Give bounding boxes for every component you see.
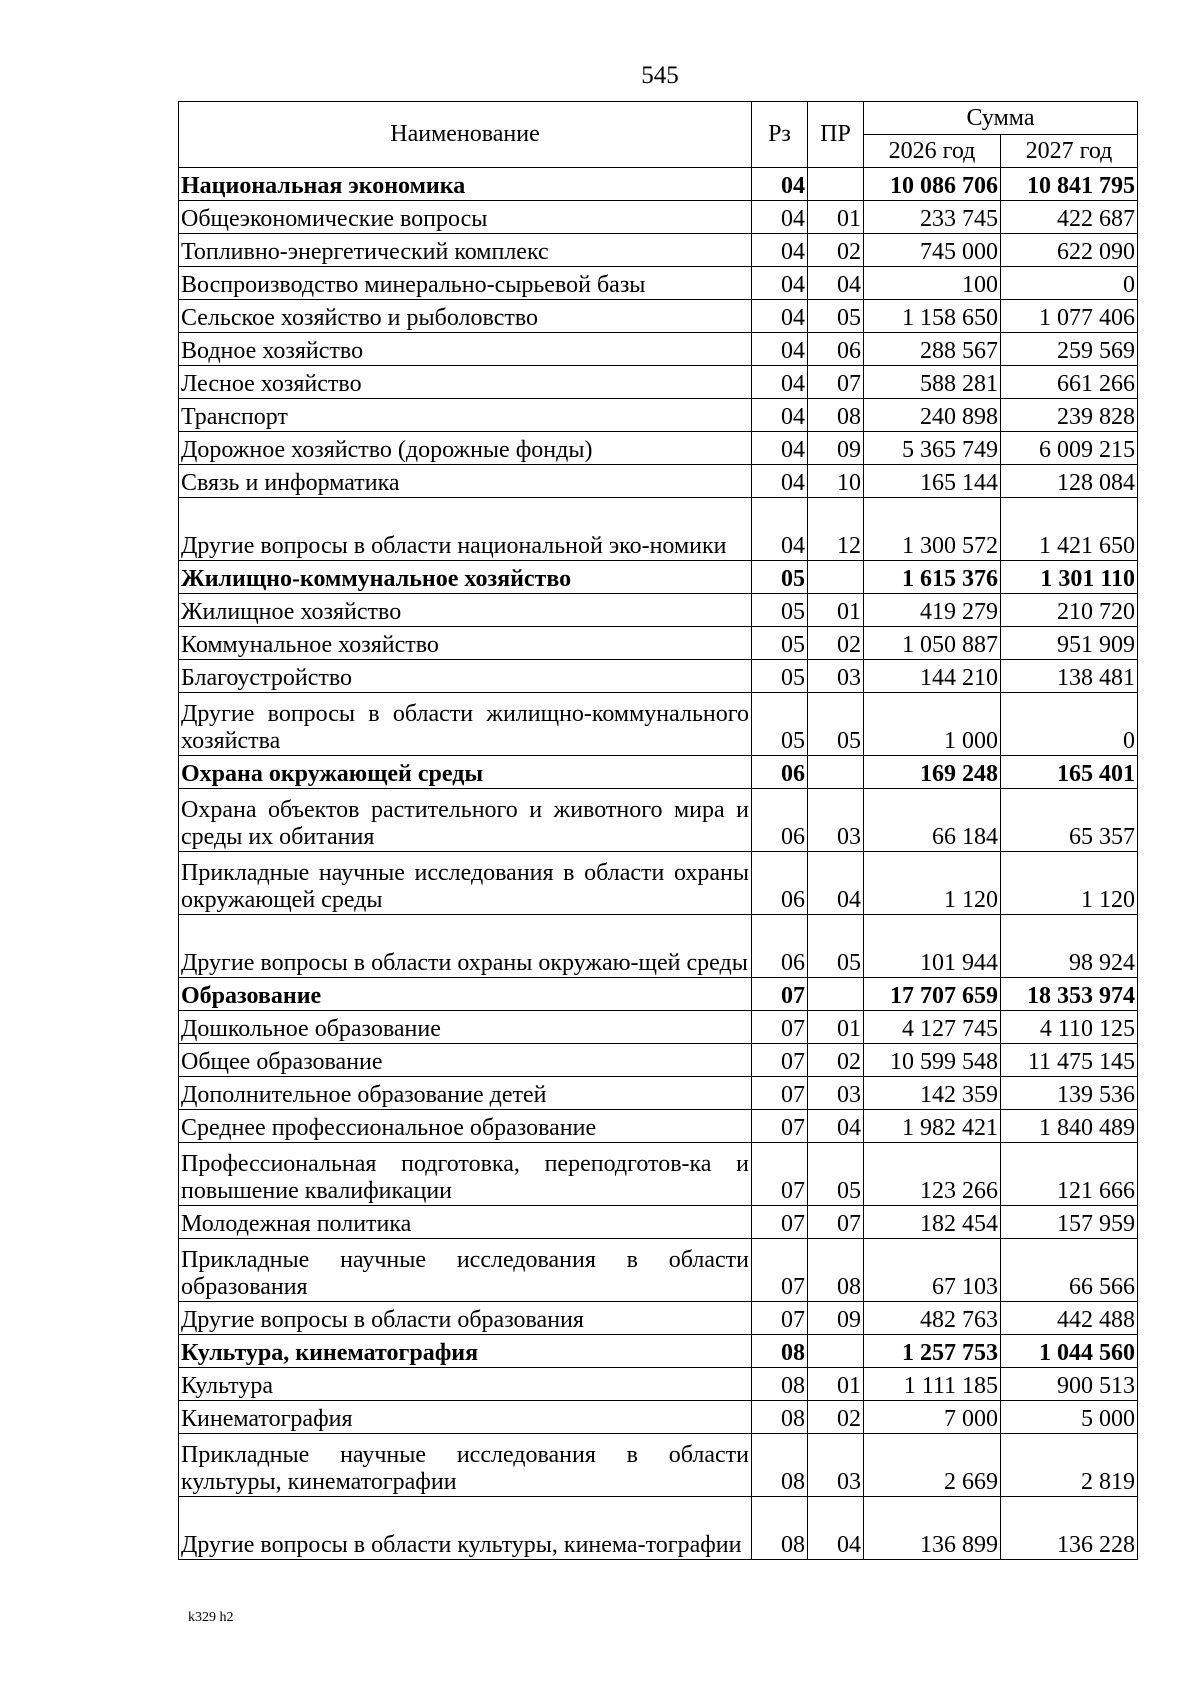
cell-amount-2026: 745 000 xyxy=(864,234,1001,267)
cell-amount-2026: 588 281 xyxy=(864,366,1001,399)
cell-amount-2027: 951 909 xyxy=(1001,627,1138,660)
cell-rz: 08 xyxy=(752,1368,808,1401)
section-row xyxy=(179,756,1138,789)
cell-rz: 07 xyxy=(752,1143,808,1206)
cell-pr: 01 xyxy=(808,594,864,627)
cell-rz: 04 xyxy=(752,432,808,465)
cell-name: Транспорт xyxy=(179,399,752,432)
cell-amount-2026: 169 248 xyxy=(864,756,1001,789)
cell-pr: 02 xyxy=(808,234,864,267)
table-row xyxy=(179,1206,1138,1239)
table-row xyxy=(179,1011,1138,1044)
cell-amount-2026: 1 120 xyxy=(864,852,1001,915)
cell-name: Среднее профессиональное образование xyxy=(179,1110,752,1143)
cell-amount-2026: 1 982 421 xyxy=(864,1110,1001,1143)
cell-rz: 08 xyxy=(752,1434,808,1497)
section-row xyxy=(179,978,1138,1011)
cell-rz: 07 xyxy=(752,1110,808,1143)
cell-rz: 08 xyxy=(752,1401,808,1434)
cell-pr: 05 xyxy=(808,300,864,333)
cell-pr: 01 xyxy=(808,1011,864,1044)
cell-amount-2026: 142 359 xyxy=(864,1077,1001,1110)
table-header xyxy=(179,102,1138,168)
table-row xyxy=(179,333,1138,366)
cell-rz: 05 xyxy=(752,660,808,693)
cell-name: Коммунальное хозяйство xyxy=(179,627,752,660)
cell-name: Молодежная политика xyxy=(179,1206,752,1239)
cell-amount-2026: 17 707 659 xyxy=(864,978,1001,1011)
cell-rz: 04 xyxy=(752,300,808,333)
table-row xyxy=(179,1110,1138,1143)
table-row xyxy=(179,693,1138,756)
cell-amount-2026: 66 184 xyxy=(864,789,1001,852)
cell-amount-2026: 4 127 745 xyxy=(864,1011,1001,1044)
cell-amount-2026: 101 944 xyxy=(864,915,1001,978)
cell-amount-2026: 419 279 xyxy=(864,594,1001,627)
cell-rz: 07 xyxy=(752,1044,808,1077)
cell-rz: 04 xyxy=(752,399,808,432)
cell-name: Дошкольное образование xyxy=(179,1011,752,1044)
cell-amount-2027: 10 841 795 xyxy=(1001,168,1138,201)
cell-amount-2027: 138 481 xyxy=(1001,660,1138,693)
section-row xyxy=(179,561,1138,594)
cell-pr: 03 xyxy=(808,1434,864,1497)
table-row xyxy=(179,594,1138,627)
table-row xyxy=(179,432,1138,465)
table-row xyxy=(179,660,1138,693)
cell-pr xyxy=(808,561,864,594)
cell-pr: 08 xyxy=(808,399,864,432)
cell-amount-2027: 11 475 145 xyxy=(1001,1044,1138,1077)
cell-amount-2027: 18 353 974 xyxy=(1001,978,1138,1011)
cell-pr: 06 xyxy=(808,333,864,366)
cell-amount-2026: 482 763 xyxy=(864,1302,1001,1335)
cell-rz: 04 xyxy=(752,366,808,399)
cell-pr xyxy=(808,1335,864,1368)
cell-amount-2027: 1 044 560 xyxy=(1001,1335,1138,1368)
cell-pr: 05 xyxy=(808,915,864,978)
cell-name: Общее образование xyxy=(179,1044,752,1077)
cell-pr: 07 xyxy=(808,1206,864,1239)
cell-amount-2027: 442 488 xyxy=(1001,1302,1138,1335)
table-row xyxy=(179,1239,1138,1302)
cell-pr: 12 xyxy=(808,498,864,561)
cell-name: Другие вопросы в области национальной эко-номики xyxy=(179,498,752,561)
cell-rz: 05 xyxy=(752,693,808,756)
cell-amount-2027: 121 666 xyxy=(1001,1143,1138,1206)
cell-rz: 04 xyxy=(752,168,808,201)
cell-name: Жилищно-коммунальное хозяйство xyxy=(179,561,752,594)
cell-pr: 07 xyxy=(808,366,864,399)
cell-amount-2027: 900 513 xyxy=(1001,1368,1138,1401)
cell-amount-2026: 288 567 xyxy=(864,333,1001,366)
cell-amount-2026: 1 615 376 xyxy=(864,561,1001,594)
cell-amount-2026: 1 111 185 xyxy=(864,1368,1001,1401)
cell-name: Другие вопросы в области образования xyxy=(179,1302,752,1335)
table-row xyxy=(179,627,1138,660)
cell-amount-2027: 4 110 125 xyxy=(1001,1011,1138,1044)
cell-amount-2027: 165 401 xyxy=(1001,756,1138,789)
table-row xyxy=(179,1401,1138,1434)
cell-amount-2026: 182 454 xyxy=(864,1206,1001,1239)
cell-amount-2026: 1 050 887 xyxy=(864,627,1001,660)
cell-pr: 01 xyxy=(808,201,864,234)
cell-name: Кинематография xyxy=(179,1401,752,1434)
cell-amount-2027: 98 924 xyxy=(1001,915,1138,978)
cell-pr xyxy=(808,168,864,201)
cell-name: Другие вопросы в области культуры, кинема-тографии xyxy=(179,1497,752,1560)
section-row xyxy=(179,168,1138,201)
table-row xyxy=(179,300,1138,333)
table-row xyxy=(179,915,1138,978)
cell-pr: 03 xyxy=(808,1077,864,1110)
cell-name: Прикладные научные исследования в области образования xyxy=(179,1239,752,1302)
cell-amount-2026: 67 103 xyxy=(864,1239,1001,1302)
header-year-2026: 2026 год xyxy=(864,135,1001,168)
cell-name: Охрана объектов растительного и животного мира и среды их обитания xyxy=(179,789,752,852)
cell-name: Профессиональная подготовка, переподготов-ка и повышение квалификации xyxy=(179,1143,752,1206)
cell-amount-2026: 7 000 xyxy=(864,1401,1001,1434)
cell-amount-2026: 100 xyxy=(864,267,1001,300)
header-year-2027: 2027 год xyxy=(1001,135,1138,168)
cell-amount-2027: 259 569 xyxy=(1001,333,1138,366)
cell-amount-2027: 5 000 xyxy=(1001,1401,1138,1434)
cell-pr: 02 xyxy=(808,627,864,660)
cell-amount-2027: 661 266 xyxy=(1001,366,1138,399)
cell-amount-2027: 239 828 xyxy=(1001,399,1138,432)
header-pr: ПР xyxy=(808,102,864,168)
cell-amount-2027: 422 687 xyxy=(1001,201,1138,234)
cell-name: Культура, кинематография xyxy=(179,1335,752,1368)
cell-name: Прикладные научные исследования в области культуры, кинематографии xyxy=(179,1434,752,1497)
cell-pr: 04 xyxy=(808,852,864,915)
cell-pr: 10 xyxy=(808,465,864,498)
cell-amount-2027: 6 009 215 xyxy=(1001,432,1138,465)
budget-table xyxy=(178,101,1138,1560)
cell-amount-2026: 1 000 xyxy=(864,693,1001,756)
cell-rz: 08 xyxy=(752,1497,808,1560)
cell-name: Воспроизводство минерально-сырьевой базы xyxy=(179,267,752,300)
cell-rz: 04 xyxy=(752,465,808,498)
cell-amount-2026: 1 158 650 xyxy=(864,300,1001,333)
cell-name: Прикладные научные исследования в области охраны окружающей среды xyxy=(179,852,752,915)
cell-amount-2026: 123 266 xyxy=(864,1143,1001,1206)
cell-amount-2027: 157 959 xyxy=(1001,1206,1138,1239)
cell-name: Водное хозяйство xyxy=(179,333,752,366)
page-number: 545 xyxy=(641,62,679,89)
cell-name: Охрана окружающей среды xyxy=(179,756,752,789)
cell-name: Другие вопросы в области жилищно-коммунального хозяйства xyxy=(179,693,752,756)
cell-amount-2026: 136 899 xyxy=(864,1497,1001,1560)
cell-pr: 02 xyxy=(808,1401,864,1434)
table-row xyxy=(179,789,1138,852)
table-row xyxy=(179,498,1138,561)
cell-name: Образование xyxy=(179,978,752,1011)
cell-amount-2027: 622 090 xyxy=(1001,234,1138,267)
cell-name: Лесное хозяйство xyxy=(179,366,752,399)
cell-name: Другие вопросы в области охраны окружаю-щей среды xyxy=(179,915,752,978)
table-row xyxy=(179,852,1138,915)
cell-amount-2027: 2 819 xyxy=(1001,1434,1138,1497)
cell-amount-2026: 10 599 548 xyxy=(864,1044,1001,1077)
table-row xyxy=(179,399,1138,432)
table-row xyxy=(179,1143,1138,1206)
cell-amount-2027: 1 840 489 xyxy=(1001,1110,1138,1143)
cell-rz: 06 xyxy=(752,756,808,789)
cell-amount-2026: 1 300 572 xyxy=(864,498,1001,561)
table-row xyxy=(179,465,1138,498)
header-sum: Сумма xyxy=(864,102,1138,135)
header-name: Наименование xyxy=(179,102,752,168)
section-row xyxy=(179,1335,1138,1368)
cell-amount-2026: 240 898 xyxy=(864,399,1001,432)
footer-code: k329 h2 xyxy=(188,1610,234,1625)
cell-pr: 05 xyxy=(808,1143,864,1206)
cell-name: Дополнительное образование детей xyxy=(179,1077,752,1110)
cell-amount-2027: 1 301 110 xyxy=(1001,561,1138,594)
cell-pr: 09 xyxy=(808,432,864,465)
cell-pr: 05 xyxy=(808,693,864,756)
cell-amount-2027: 65 357 xyxy=(1001,789,1138,852)
cell-pr xyxy=(808,978,864,1011)
table-row xyxy=(179,267,1138,300)
cell-amount-2027: 1 120 xyxy=(1001,852,1138,915)
table-row xyxy=(179,1434,1138,1497)
table-row xyxy=(179,1077,1138,1110)
cell-amount-2027: 210 720 xyxy=(1001,594,1138,627)
cell-pr: 04 xyxy=(808,1497,864,1560)
cell-name: Сельское хозяйство и рыболовство xyxy=(179,300,752,333)
cell-rz: 08 xyxy=(752,1335,808,1368)
cell-name: Общеэкономические вопросы xyxy=(179,201,752,234)
cell-amount-2026: 165 144 xyxy=(864,465,1001,498)
cell-rz: 06 xyxy=(752,852,808,915)
cell-rz: 05 xyxy=(752,561,808,594)
cell-amount-2026: 1 257 753 xyxy=(864,1335,1001,1368)
cell-pr: 03 xyxy=(808,789,864,852)
table-row xyxy=(179,366,1138,399)
cell-amount-2026: 5 365 749 xyxy=(864,432,1001,465)
cell-amount-2027: 0 xyxy=(1001,267,1138,300)
cell-rz: 07 xyxy=(752,1077,808,1110)
cell-rz: 07 xyxy=(752,1239,808,1302)
cell-name: Культура xyxy=(179,1368,752,1401)
cell-amount-2026: 2 669 xyxy=(864,1434,1001,1497)
cell-rz: 07 xyxy=(752,978,808,1011)
cell-name: Национальная экономика xyxy=(179,168,752,201)
cell-pr: 09 xyxy=(808,1302,864,1335)
cell-amount-2027: 0 xyxy=(1001,693,1138,756)
cell-amount-2027: 136 228 xyxy=(1001,1497,1138,1560)
cell-rz: 07 xyxy=(752,1206,808,1239)
cell-amount-2026: 144 210 xyxy=(864,660,1001,693)
cell-pr: 01 xyxy=(808,1368,864,1401)
cell-amount-2027: 1 077 406 xyxy=(1001,300,1138,333)
table-body xyxy=(179,168,1138,1560)
cell-amount-2027: 128 084 xyxy=(1001,465,1138,498)
cell-rz: 06 xyxy=(752,915,808,978)
cell-rz: 04 xyxy=(752,267,808,300)
cell-name: Дорожное хозяйство (дорожные фонды) xyxy=(179,432,752,465)
table-row xyxy=(179,1497,1138,1560)
cell-amount-2027: 139 536 xyxy=(1001,1077,1138,1110)
cell-amount-2027: 1 421 650 xyxy=(1001,498,1138,561)
cell-amount-2026: 10 086 706 xyxy=(864,168,1001,201)
cell-rz: 07 xyxy=(752,1011,808,1044)
header-rz: Рз xyxy=(752,102,808,168)
table-row xyxy=(179,201,1138,234)
cell-name: Жилищное хозяйство xyxy=(179,594,752,627)
cell-pr: 04 xyxy=(808,1110,864,1143)
table-row xyxy=(179,1302,1138,1335)
cell-pr: 08 xyxy=(808,1239,864,1302)
cell-pr xyxy=(808,756,864,789)
cell-rz: 04 xyxy=(752,234,808,267)
cell-name: Топливно-энергетический комплекс xyxy=(179,234,752,267)
cell-pr: 04 xyxy=(808,267,864,300)
cell-name: Благоустройство xyxy=(179,660,752,693)
table-row xyxy=(179,234,1138,267)
cell-rz: 05 xyxy=(752,627,808,660)
cell-pr: 03 xyxy=(808,660,864,693)
cell-rz: 07 xyxy=(752,1302,808,1335)
cell-rz: 05 xyxy=(752,594,808,627)
table-row xyxy=(179,1368,1138,1401)
cell-rz: 04 xyxy=(752,201,808,234)
cell-rz: 06 xyxy=(752,789,808,852)
cell-amount-2027: 66 566 xyxy=(1001,1239,1138,1302)
cell-amount-2026: 233 745 xyxy=(864,201,1001,234)
cell-rz: 04 xyxy=(752,333,808,366)
table-row xyxy=(179,1044,1138,1077)
cell-rz: 04 xyxy=(752,498,808,561)
cell-name: Связь и информатика xyxy=(179,465,752,498)
cell-pr: 02 xyxy=(808,1044,864,1077)
